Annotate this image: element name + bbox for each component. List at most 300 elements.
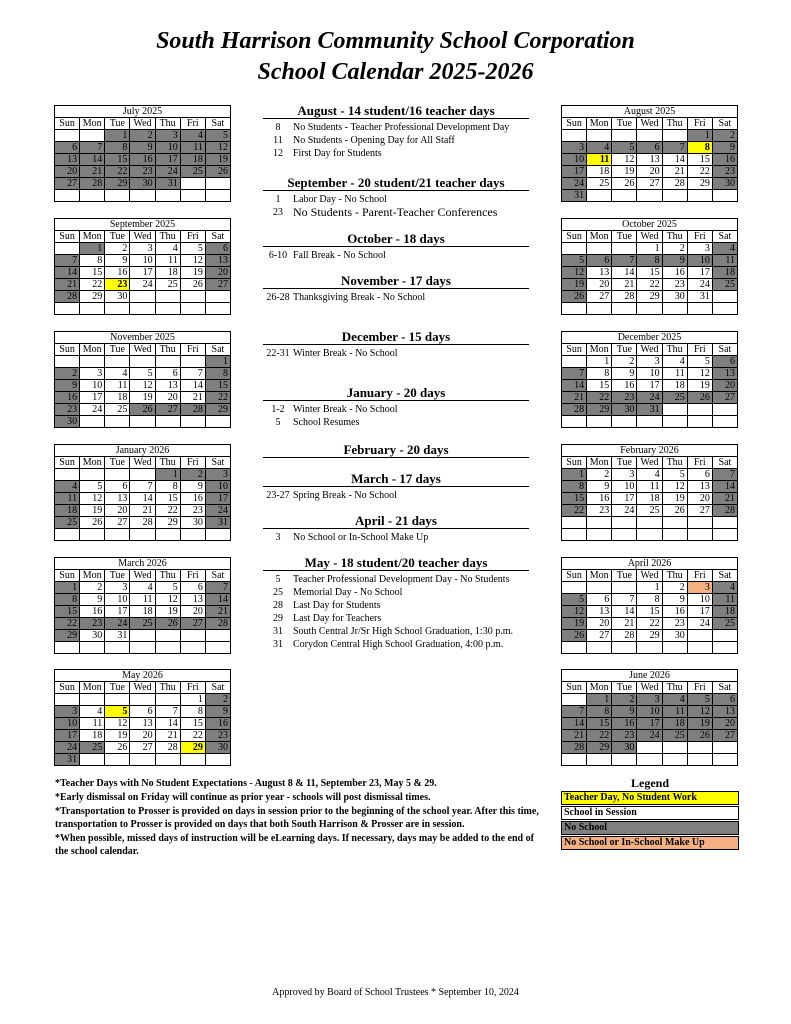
day-cell: 9 — [662, 594, 687, 606]
day-cell: 5 — [105, 706, 130, 718]
day-cell: 8 — [205, 368, 230, 380]
empty-cell — [155, 190, 180, 202]
day-cell: 1 — [687, 130, 712, 142]
empty-cell — [180, 356, 205, 368]
event-row — [263, 586, 529, 599]
day-cell: 19 — [105, 730, 130, 742]
day-cell: 6 — [105, 481, 130, 493]
day-cell: 30 — [130, 178, 155, 190]
event-text: No Students - Parent-Teacher Conferences — [293, 205, 498, 219]
weekday-header: Tue — [612, 344, 637, 356]
month-title: October 2025 — [562, 219, 738, 231]
day-cell: 9 — [180, 481, 205, 493]
event-date: 1 — [275, 194, 281, 205]
empty-cell — [80, 469, 105, 481]
empty-cell — [687, 416, 712, 428]
empty-cell — [637, 416, 662, 428]
empty-cell — [637, 742, 662, 754]
day-cell: 1 — [80, 243, 105, 255]
day-cell: 16 — [80, 606, 105, 618]
day-cell: 7 — [562, 368, 587, 380]
empty-cell — [105, 642, 130, 654]
month-title: July 2025 — [55, 106, 231, 118]
events-dec — [263, 329, 529, 360]
day-cell: 6 — [687, 469, 712, 481]
empty-cell — [562, 694, 587, 706]
empty-cell — [80, 754, 105, 766]
empty-cell — [587, 243, 612, 255]
calendar-nov — [54, 331, 231, 428]
empty-cell — [687, 630, 712, 642]
weekday-header: Wed — [637, 570, 662, 582]
empty-cell — [637, 754, 662, 766]
empty-cell — [205, 642, 230, 654]
weekday-header: Sat — [712, 570, 737, 582]
day-cell: 27 — [180, 618, 205, 630]
empty-cell — [587, 190, 612, 202]
day-cell: 29 — [687, 178, 712, 190]
day-cell: 29 — [105, 178, 130, 190]
empty-cell — [612, 303, 637, 315]
day-cell: 10 — [205, 481, 230, 493]
day-cell: 20 — [712, 380, 737, 392]
day-cell: 27 — [587, 291, 612, 303]
day-cell: 26 — [562, 630, 587, 642]
event-text: Teacher Professional Development Day - No Students — [293, 574, 510, 585]
month-title: June 2026 — [562, 670, 738, 682]
event-date: 5 — [275, 574, 281, 585]
weekday-header: Thu — [662, 457, 687, 469]
day-cell: 23 — [612, 730, 637, 742]
day-cell: 24 — [155, 166, 180, 178]
weekday-header: Fri — [687, 344, 712, 356]
day-cell: 17 — [612, 493, 637, 505]
note: *Teacher Days with No Student Expectations - August 8 & 11, September 23, May 5 & 29. — [55, 778, 437, 789]
day-cell: 17 — [637, 380, 662, 392]
legend-item-in-session: School in Session — [561, 806, 739, 820]
day-cell: 6 — [587, 594, 612, 606]
day-cell: 7 — [562, 706, 587, 718]
empty-cell — [130, 190, 155, 202]
empty-cell — [662, 742, 687, 754]
day-cell: 9 — [612, 706, 637, 718]
day-cell: 26 — [612, 178, 637, 190]
day-cell: 16 — [712, 154, 737, 166]
day-cell: 24 — [687, 618, 712, 630]
calendar-apr — [561, 557, 738, 654]
day-cell: 11 — [180, 142, 205, 154]
weekday-header: Sat — [205, 344, 230, 356]
day-cell: 13 — [712, 368, 737, 380]
event-text: Last Day for Students — [293, 600, 381, 611]
empty-cell — [180, 754, 205, 766]
day-cell: 23 — [587, 505, 612, 517]
event-row — [263, 249, 529, 262]
empty-cell — [205, 630, 230, 642]
day-cell: 29 — [80, 291, 105, 303]
empty-cell — [155, 356, 180, 368]
weekday-header: Sat — [205, 231, 230, 243]
day-cell: 11 — [105, 380, 130, 392]
day-cell: 17 — [105, 606, 130, 618]
day-cell: 10 — [130, 255, 155, 267]
day-cell: 22 — [687, 166, 712, 178]
day-cell: 4 — [662, 356, 687, 368]
day-cell: 21 — [662, 166, 687, 178]
events-oct — [263, 231, 529, 262]
day-cell: 17 — [80, 392, 105, 404]
empty-cell — [687, 404, 712, 416]
empty-cell — [130, 356, 155, 368]
empty-cell — [587, 529, 612, 541]
empty-cell — [612, 642, 637, 654]
event-date: 3 — [275, 532, 281, 543]
month-heading: October - 18 days — [263, 231, 529, 247]
empty-cell — [662, 642, 687, 654]
day-cell: 8 — [180, 706, 205, 718]
day-cell: 8 — [80, 255, 105, 267]
day-cell: 27 — [687, 505, 712, 517]
weekday-header: Wed — [637, 344, 662, 356]
day-cell: 10 — [687, 594, 712, 606]
day-cell: 28 — [612, 630, 637, 642]
day-cell: 30 — [180, 517, 205, 529]
empty-cell — [180, 291, 205, 303]
day-cell: 20 — [180, 606, 205, 618]
event-text: Corydon Central High School Graduation, 4:00 p.m. — [293, 639, 504, 650]
day-cell: 5 — [612, 142, 637, 154]
empty-cell — [155, 642, 180, 654]
empty-cell — [687, 742, 712, 754]
day-cell: 15 — [637, 606, 662, 618]
day-cell: 8 — [55, 594, 80, 606]
empty-cell — [612, 582, 637, 594]
day-cell: 16 — [55, 392, 80, 404]
note: *Early dismissal on Friday will continue as prior year - schools will post dismissal times. — [55, 792, 431, 803]
empty-cell — [130, 469, 155, 481]
weekday-header: Sat — [712, 231, 737, 243]
empty-cell — [205, 291, 230, 303]
empty-cell — [80, 529, 105, 541]
day-cell: 31 — [687, 291, 712, 303]
day-cell: 2 — [712, 130, 737, 142]
day-cell: 29 — [587, 742, 612, 754]
day-cell: 20 — [55, 166, 80, 178]
empty-cell — [712, 529, 737, 541]
day-cell: 22 — [587, 730, 612, 742]
day-cell: 8 — [687, 142, 712, 154]
event-row — [263, 638, 529, 651]
weekday-header: Sat — [712, 457, 737, 469]
calendar-mar — [54, 557, 231, 654]
weekday-header: Thu — [155, 231, 180, 243]
day-cell: 25 — [105, 404, 130, 416]
day-cell: 3 — [155, 130, 180, 142]
events-nov — [263, 273, 529, 304]
day-cell: 17 — [55, 730, 80, 742]
day-cell: 12 — [562, 267, 587, 279]
day-cell: 24 — [130, 279, 155, 291]
event-text: Fall Break - No School — [293, 250, 386, 261]
day-cell: 18 — [637, 493, 662, 505]
day-cell: 13 — [687, 481, 712, 493]
day-cell: 12 — [80, 493, 105, 505]
empty-cell — [105, 754, 130, 766]
day-cell: 9 — [55, 380, 80, 392]
day-cell: 2 — [180, 469, 205, 481]
event-row — [263, 121, 529, 134]
weekday-header: Thu — [155, 682, 180, 694]
event-date: 6-10 — [268, 250, 288, 261]
empty-cell — [562, 130, 587, 142]
event-row — [263, 403, 529, 416]
day-cell: 4 — [587, 142, 612, 154]
day-cell: 1 — [637, 243, 662, 255]
day-cell: 14 — [80, 154, 105, 166]
day-cell: 15 — [155, 493, 180, 505]
day-cell: 8 — [562, 481, 587, 493]
day-cell: 19 — [612, 166, 637, 178]
day-cell: 11 — [155, 255, 180, 267]
day-cell: 17 — [637, 718, 662, 730]
day-cell: 22 — [180, 730, 205, 742]
legend-item-makeup: No School or In-School Make Up — [561, 836, 739, 850]
day-cell: 4 — [712, 582, 737, 594]
day-cell: 4 — [105, 368, 130, 380]
event-text: First Day for Students — [293, 148, 382, 159]
note: *Transportation to Prosser is provided on days in session prior to the beginning of the school year. After this time, transportation to Prosser is provided on days that both South Harrison & Prosser are in session. — [55, 806, 539, 830]
day-cell: 27 — [712, 730, 737, 742]
empty-cell — [712, 190, 737, 202]
day-cell: 13 — [587, 267, 612, 279]
empty-cell — [80, 642, 105, 654]
day-cell: 14 — [662, 154, 687, 166]
weekday-header: Thu — [662, 570, 687, 582]
day-cell: 15 — [687, 154, 712, 166]
day-cell: 5 — [562, 594, 587, 606]
day-cell: 16 — [612, 718, 637, 730]
day-cell: 19 — [80, 505, 105, 517]
event-date: 11 — [273, 135, 283, 146]
weekday-header: Mon — [80, 231, 105, 243]
events-feb — [263, 442, 529, 460]
day-cell: 12 — [130, 380, 155, 392]
day-cell: 22 — [55, 618, 80, 630]
day-cell: 23 — [612, 392, 637, 404]
day-cell: 4 — [55, 481, 80, 493]
event-date: 1-2 — [271, 404, 285, 415]
day-cell: 5 — [205, 130, 230, 142]
day-cell: 10 — [562, 154, 587, 166]
empty-cell — [105, 469, 130, 481]
empty-cell — [587, 416, 612, 428]
empty-cell — [105, 303, 130, 315]
day-cell: 1 — [637, 582, 662, 594]
day-cell: 22 — [587, 392, 612, 404]
weekday-header: Wed — [637, 682, 662, 694]
day-cell: 27 — [155, 404, 180, 416]
empty-cell — [637, 642, 662, 654]
empty-cell — [612, 130, 637, 142]
title-line-2: School Calendar 2025-2026 — [257, 59, 534, 85]
day-cell: 28 — [205, 618, 230, 630]
weekday-header: Fri — [687, 118, 712, 130]
month-heading: March - 17 days — [263, 471, 529, 487]
empty-cell — [205, 178, 230, 190]
day-cell: 7 — [205, 582, 230, 594]
day-cell: 21 — [155, 730, 180, 742]
empty-cell — [205, 416, 230, 428]
empty-cell — [155, 694, 180, 706]
day-cell: 19 — [662, 493, 687, 505]
day-cell: 23 — [80, 618, 105, 630]
empty-cell — [612, 754, 637, 766]
day-cell: 5 — [662, 469, 687, 481]
calendar-may — [54, 669, 231, 766]
day-cell: 24 — [55, 742, 80, 754]
event-row — [263, 291, 529, 304]
month-heading: August - 14 student/16 teacher days — [263, 103, 529, 119]
calendar-jul — [54, 105, 231, 202]
empty-cell — [712, 742, 737, 754]
day-cell: 26 — [130, 404, 155, 416]
weekday-header: Tue — [105, 118, 130, 130]
day-cell: 26 — [562, 291, 587, 303]
event-row — [263, 531, 529, 544]
day-cell: 24 — [205, 505, 230, 517]
day-cell: 24 — [562, 178, 587, 190]
legend-item-teacher-day: Teacher Day, No Student Work — [561, 791, 739, 805]
event-text: South Central Jr/Sr High School Graduation, 1:30 p.m. — [293, 626, 513, 637]
weekday-header: Sun — [55, 570, 80, 582]
empty-cell — [205, 190, 230, 202]
day-cell: 25 — [587, 178, 612, 190]
weekday-header: Wed — [130, 570, 155, 582]
day-cell: 29 — [637, 630, 662, 642]
empty-cell — [155, 416, 180, 428]
day-cell: 22 — [637, 279, 662, 291]
day-cell: 13 — [130, 718, 155, 730]
day-cell: 3 — [637, 694, 662, 706]
month-title: May 2026 — [55, 670, 231, 682]
day-cell: 28 — [155, 742, 180, 754]
day-cell: 2 — [130, 130, 155, 142]
day-cell: 30 — [712, 178, 737, 190]
event-date: 23 — [273, 207, 283, 218]
empty-cell — [687, 754, 712, 766]
day-cell: 13 — [180, 594, 205, 606]
empty-cell — [55, 243, 80, 255]
day-cell: 9 — [80, 594, 105, 606]
day-cell: 23 — [55, 404, 80, 416]
day-cell: 5 — [562, 255, 587, 267]
day-cell: 29 — [205, 404, 230, 416]
empty-cell — [712, 291, 737, 303]
empty-cell — [130, 694, 155, 706]
empty-cell — [712, 754, 737, 766]
day-cell: 25 — [80, 742, 105, 754]
empty-cell — [662, 404, 687, 416]
empty-cell — [180, 416, 205, 428]
empty-cell — [562, 642, 587, 654]
empty-cell — [55, 303, 80, 315]
empty-cell — [612, 190, 637, 202]
month-heading: September - 20 student/21 teacher days — [263, 175, 529, 191]
day-cell: 31 — [55, 754, 80, 766]
day-cell: 12 — [612, 154, 637, 166]
day-cell: 14 — [712, 481, 737, 493]
weekday-header: Wed — [130, 682, 155, 694]
day-cell: 9 — [130, 142, 155, 154]
day-cell: 31 — [205, 517, 230, 529]
day-cell: 16 — [587, 493, 612, 505]
weekday-header: Thu — [662, 118, 687, 130]
day-cell: 20 — [155, 392, 180, 404]
weekday-header: Mon — [587, 457, 612, 469]
day-cell: 1 — [587, 356, 612, 368]
month-heading: May - 18 student/20 teacher days — [263, 555, 529, 571]
day-cell: 21 — [80, 166, 105, 178]
day-cell: 14 — [205, 594, 230, 606]
calendar-feb — [561, 444, 738, 541]
event-date: 31 — [273, 639, 283, 650]
day-cell: 26 — [155, 618, 180, 630]
weekday-header: Sun — [562, 682, 587, 694]
day-cell: 1 — [562, 469, 587, 481]
day-cell: 14 — [562, 380, 587, 392]
weekday-header: Sun — [562, 344, 587, 356]
weekday-header: Sat — [205, 682, 230, 694]
empty-cell — [55, 356, 80, 368]
day-cell: 8 — [587, 706, 612, 718]
day-cell: 7 — [612, 594, 637, 606]
empty-cell — [712, 416, 737, 428]
empty-cell — [562, 529, 587, 541]
weekday-header: Sun — [55, 118, 80, 130]
day-cell: 7 — [662, 142, 687, 154]
calendar-dec — [561, 331, 738, 428]
weekday-header: Fri — [180, 682, 205, 694]
weekday-header: Mon — [587, 570, 612, 582]
weekday-header: Sat — [205, 570, 230, 582]
day-cell: 20 — [105, 505, 130, 517]
day-cell: 23 — [130, 166, 155, 178]
empty-cell — [205, 303, 230, 315]
day-cell: 6 — [180, 582, 205, 594]
event-row — [263, 625, 529, 638]
weekday-header: Sun — [562, 570, 587, 582]
event-date: 29 — [273, 613, 283, 624]
day-cell: 28 — [180, 404, 205, 416]
weekday-header: Sun — [562, 231, 587, 243]
day-cell: 7 — [55, 255, 80, 267]
weekday-header: Mon — [587, 231, 612, 243]
empty-cell — [105, 356, 130, 368]
empty-cell — [687, 642, 712, 654]
month-title: January 2026 — [55, 445, 231, 457]
day-cell: 2 — [587, 469, 612, 481]
day-cell: 11 — [712, 594, 737, 606]
day-cell: 13 — [155, 380, 180, 392]
day-cell: 21 — [612, 279, 637, 291]
event-date: 8 — [275, 122, 281, 133]
event-text: No School or In-School Make Up — [293, 532, 429, 543]
empty-cell — [712, 630, 737, 642]
day-cell: 30 — [80, 630, 105, 642]
day-cell: 14 — [612, 267, 637, 279]
day-cell: 20 — [587, 279, 612, 291]
day-cell: 10 — [637, 706, 662, 718]
